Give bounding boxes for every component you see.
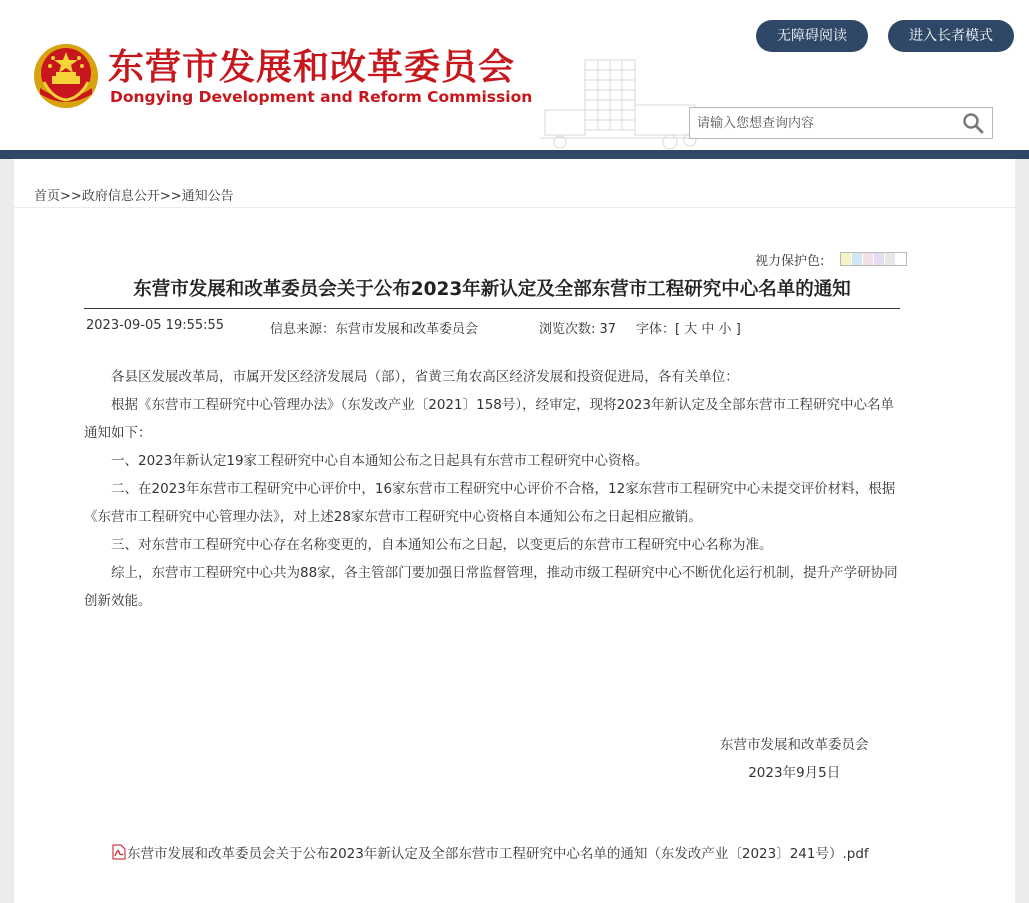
info-source: 信息来源：东营市发展和改革委员会 bbox=[270, 322, 479, 337]
site-header bbox=[0, 0, 1029, 150]
breadcrumb-notices[interactable]: 通知公告 bbox=[181, 189, 234, 204]
eye-care-swatch[interactable] bbox=[852, 253, 863, 265]
signature-org: 东营市发展和改革委员会 bbox=[720, 737, 869, 753]
font-large-button[interactable]: 大 bbox=[684, 322, 698, 337]
divider bbox=[14, 207, 1015, 208]
accessible-reading-button[interactable]: 无障碍阅读 bbox=[756, 20, 868, 52]
search-box bbox=[689, 107, 993, 139]
pdf-icon bbox=[112, 844, 126, 860]
eye-care-swatches bbox=[840, 252, 907, 266]
breadcrumb-separator: >> bbox=[60, 189, 82, 204]
font-size-label: 字体： bbox=[636, 322, 676, 337]
article-paragraph: 三、对东营市工程研究中心存在名称变更的，自本通知公布之日起，以变更后的东营市工程研究中心名称为准。 bbox=[111, 537, 773, 553]
attachment-name: 东营市发展和改革委员会关于公布2023年新认定及全部东营市工程研究中心名单的通知（东发改产业〔2023〕241号）.pdf bbox=[127, 846, 869, 862]
eye-care-swatch[interactable] bbox=[874, 253, 885, 265]
breadcrumb bbox=[34, 185, 234, 204]
font-size-control: 字体：[ 大 中 小 ] bbox=[636, 322, 741, 337]
signature bbox=[720, 731, 869, 787]
eye-care-swatch[interactable] bbox=[841, 253, 852, 265]
breadcrumb-separator: >> bbox=[159, 189, 182, 204]
national-emblem-icon bbox=[32, 42, 100, 110]
view-count: 浏览次数: 37 bbox=[539, 322, 617, 337]
search-icon[interactable] bbox=[962, 112, 984, 134]
font-small-button[interactable]: 小 bbox=[718, 322, 732, 337]
article-paragraph: 各县区发展改革局，市属开发区经济发展局（部），省黄三角农高区经济发展和投资促进局，各有关单位： bbox=[111, 369, 739, 385]
eye-care-swatch[interactable] bbox=[885, 253, 896, 265]
eye-care-swatch[interactable] bbox=[896, 253, 906, 265]
article-meta bbox=[86, 318, 741, 337]
article-paragraph: 综上，东营市工程研究中心共为88家，各主管部门要加强日常监督管理，推动市级工程研究中心不断优化运行机制，提升产学研协同创新效能。 bbox=[84, 565, 898, 609]
eye-care-swatch[interactable] bbox=[863, 253, 874, 265]
article-paragraph: 根据《东营市工程研究中心管理办法》（东发改产业〔2021〕158号），经审定，现将2023年新认定及全部东营市工程研究中心名单通知如下： bbox=[84, 397, 894, 441]
eye-care-label: 视力保护色: bbox=[755, 254, 825, 269]
article-paragraph: 二、在2023年东营市工程研究中心评价中，16家东营市工程研究中心评价不合格，12家东营市工程研究中心未提交评价材料，根据《东营市工程研究中心管理办法》，对上述28家东营市工程研究中心资格自本通知公布之日起相应撤销。 bbox=[84, 481, 896, 525]
elder-mode-button[interactable]: 进入长者模式 bbox=[888, 20, 1014, 52]
divider bbox=[84, 308, 900, 309]
building-illustration bbox=[540, 50, 710, 150]
main-content bbox=[14, 159, 1015, 903]
site-title-en: Dongying Development and Reform Commission bbox=[110, 88, 533, 106]
font-medium-button[interactable]: 中 bbox=[701, 322, 715, 337]
breadcrumb-gov-info[interactable]: 政府信息公开 bbox=[81, 189, 160, 204]
search-input[interactable] bbox=[690, 108, 940, 138]
article-paragraph: 一、2023年新认定19家工程研究中心自本通知公布之日起具有东营市工程研究中心资格。 bbox=[111, 453, 649, 469]
article-body bbox=[84, 363, 902, 615]
site-title-cn: 东营市发展和改革委员会 bbox=[108, 47, 516, 88]
attachment-link[interactable] bbox=[112, 842, 869, 862]
signature-date: 2023年9月5日 bbox=[748, 765, 841, 781]
nav-bar bbox=[0, 150, 1029, 159]
article-title: 东营市发展和改革委员会关于公布2023年新认定及全部东营市工程研究中心名单的通知 bbox=[133, 279, 851, 300]
publish-date: 2023-09-05 19:55:55 bbox=[86, 318, 225, 333]
breadcrumb-home[interactable]: 首页 bbox=[34, 189, 61, 204]
